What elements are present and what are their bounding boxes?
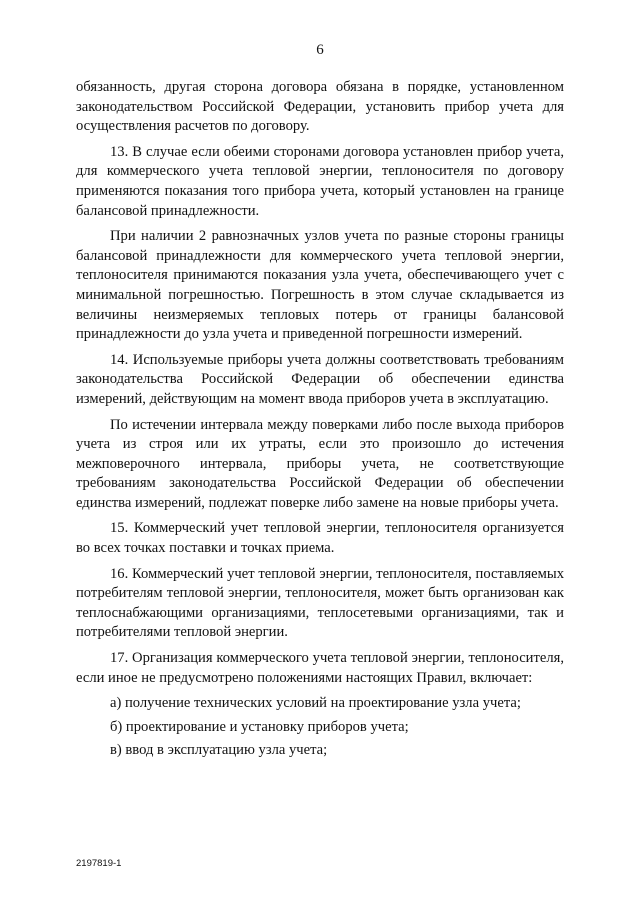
- paragraph-continuation: обязанность, другая сторона договора обязана в порядке, установленном законодательством Российской Федерации, установить прибор учета для осуществления расчетов по договору.: [76, 79, 564, 135]
- list-item-c: в) ввод в эксплуатацию узла учета;: [110, 742, 328, 759]
- paragraph-16: 16. Коммерческий учет тепловой энергии, теплоносителя, поставляемых потребителям тепловой энергии, теплоносителя, может быть организован как теплоснабжающими организациями, теплосетевыми организациями, так и потребителями тепловой энергии.: [76, 565, 564, 641]
- document-code: 2197819-1: [76, 858, 122, 869]
- document-body: [76, 78, 564, 765]
- paragraph-13-continued: При наличии 2 равнозначных узлов учета по разные стороны границы балансовой принадлежности для коммерческого учета тепловой энергии, теплоносителя принимаются показания узла учета, обеспечивающего учет с минимальной погрешностью. Погрешность в этом случае складывается из величины неизмеряемых тепловых потерь от границы балансовой принадлежности до узла учета и приведенной погрешности измерений.: [76, 228, 564, 343]
- page-number: 6: [316, 42, 324, 58]
- paragraph-14: 14. Используемые приборы учета должны соответствовать требованиям законодательства Российской Федерации об обеспечении единства измерений, действующим на момент ввода приборов учета в эксплуатацию.: [76, 351, 564, 407]
- list-item-b: б) проектирование и установку приборов учета;: [110, 718, 409, 735]
- paragraph-14-continued: По истечении интервала между поверками либо после выхода приборов учета из строя или их утраты, если это произошло до истечения межповерочного интервала, приборы учета, не соответствующие требованиям законодательства Российской Федерации об обеспечении единства измерений, подлежат поверке либо замене на новые приборы учета.: [76, 416, 564, 511]
- paragraph-15: 15. Коммерческий учет тепловой энергии, теплоносителя организуется во всех точках поставки и точках приема.: [76, 520, 564, 557]
- paragraph-17: 17. Организация коммерческого учета тепловой энергии, теплоносителя, если иное не предусмотрено положениями настоящих Правил, включает:: [76, 650, 564, 686]
- paragraph-13: 13. В случае если обеими сторонами договора установлен прибор учета, для коммерческого учета тепловой энергии, теплоносителя по договору применяются показания того прибора учета, который установлен на границе балансовой принадлежности.: [76, 143, 564, 219]
- list-item-a: а) получение технических условий на проектирование узла учета;: [110, 695, 521, 712]
